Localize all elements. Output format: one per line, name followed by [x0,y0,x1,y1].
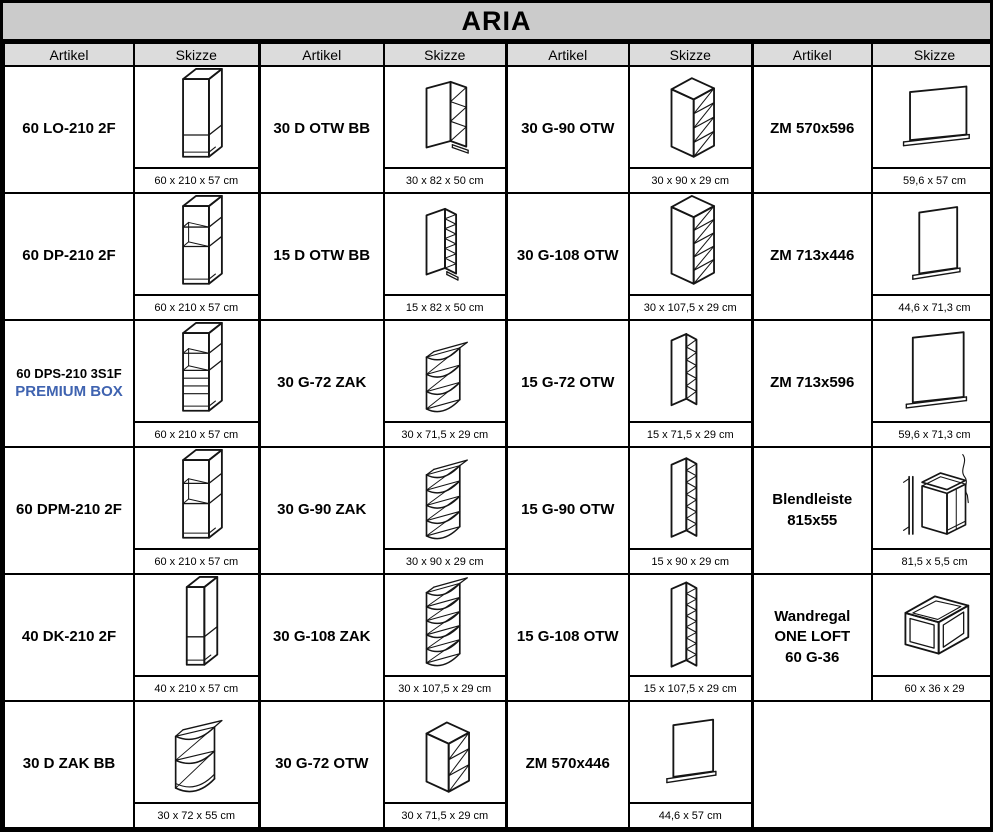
table-row [4,701,993,828]
article-code: ZM 713x446 [770,247,855,265]
article-code: 30 G-90 ZAK [277,501,367,519]
article-cell [259,447,384,574]
article-code: 15 G-90 OTW [521,501,615,519]
dimension-label: 30 x 107,5 x 29 cm [385,675,505,700]
end-panel-tall-wide-sketch [873,321,993,421]
sketch-cell [629,447,752,574]
article-cell [259,574,384,701]
sketch-cell [629,66,752,193]
dimension-label: 44,6 x 57 cm [630,802,751,827]
sketch-cell [872,66,993,193]
column-header-skizze-3: Skizze [384,43,506,66]
tall-cabinet-oven-niche-sketch [135,194,258,294]
column-header-artikel-2: Artikel [259,43,384,66]
article-cell [752,447,872,574]
article-code: ZM 570x446 [525,755,610,773]
catalog-title: ARIA [3,3,990,42]
dimension-label: 15 x 82 x 50 cm [385,294,505,319]
column-header-skizze-7: Skizze [872,43,993,66]
end-panel-square-sketch [873,67,993,167]
article-cell [506,447,629,574]
base-open-shelf-narrow-sketch [385,194,505,294]
article-code: 30 G-108 ZAK [272,628,371,646]
table-row [4,320,993,447]
filler-strip-with-cabinet-sketch [873,448,993,548]
dimension-label: 30 x 90 x 29 cm [630,167,751,192]
article-cell [506,66,629,193]
article-cell [4,447,134,574]
article-cell [506,574,629,701]
end-panel-tall-narrow-sketch [873,194,993,294]
corner-shelf-6-sketch [385,575,505,675]
dimension-label: 59,6 x 71,3 cm [873,421,993,446]
dimension-label: 60 x 36 x 29 [873,675,993,700]
article-code: 815x55 [787,511,838,529]
sketch-cell [872,574,993,701]
wall-open-shelf-4-sketch [630,67,751,167]
sketch-cell [384,701,506,828]
dimension-label: 30 x 72 x 55 cm [135,802,258,827]
dimension-label: 15 x 107,5 x 29 cm [630,675,751,700]
article-cell [4,574,134,701]
loft-wall-shelf-sketch [873,575,993,675]
sketch-cell [872,193,993,320]
product-table [3,42,993,829]
article-code: 40 DK-210 2F [21,628,117,646]
table-row [4,193,993,320]
column-header-skizze-1: Skizze [134,43,259,66]
article-code: Blendleiste [772,491,853,509]
dimension-label: 30 x 82 x 50 cm [385,167,505,192]
article-code: ZM 713x596 [770,374,855,392]
article-cell [259,701,384,828]
dimension-label: 60 x 210 x 57 cm [135,167,258,192]
article-cell [506,320,629,447]
empty-cell [752,701,993,828]
column-header-artikel-0: Artikel [4,43,134,66]
dimension-label: 30 x 71,5 x 29 cm [385,802,505,827]
wall-open-narrow-5-sketch [630,321,751,421]
dimension-label: 30 x 107,5 x 29 cm [630,294,751,319]
column-header-artikel-6: Artikel [752,43,872,66]
article-code: ONE LOFT [774,628,851,646]
article-cell [506,701,629,828]
dimension-label: 60 x 210 x 57 cm [135,294,258,319]
article-code: 60 DPM-210 2F [16,501,122,519]
article-cell [259,193,384,320]
tall-cabinet-microwave-niche-sketch [135,448,258,548]
sketch-cell [629,320,752,447]
dimension-label: 15 x 90 x 29 cm [630,548,751,573]
article-code: ZM 570x596 [770,120,855,138]
sketch-cell [134,193,259,320]
dimension-label: 81,5 x 5,5 cm [873,548,993,573]
sketch-cell [134,447,259,574]
sketch-cell [134,701,259,828]
wall-open-narrow-7-sketch [630,575,751,675]
tall-cabinet-narrow-2-fronts-sketch [135,575,258,675]
sketch-cell [384,574,506,701]
article-code: 15 G-72 OTW [521,374,615,392]
article-code: 30 D OTW BB [273,120,371,138]
sketch-cell [629,701,752,828]
table-header [4,43,993,66]
article-code: 30 G-90 OTW [521,120,615,138]
article-cell [4,193,134,320]
base-open-shelf-wide-sketch [385,67,505,167]
dimension-label: 30 x 71,5 x 29 cm [385,421,505,446]
sketch-cell [384,320,506,447]
sketch-cell [629,574,752,701]
article-code: 15 D OTW BB [273,247,371,265]
article-code: 60 DP-210 2F [22,247,116,265]
sketch-cell [384,447,506,574]
wall-open-narrow-6-sketch [630,448,751,548]
article-code: 15 G-108 OTW [516,628,619,646]
corner-shelf-5-sketch [385,448,505,548]
wall-open-shelf-3-sketch [385,702,505,802]
sketch-cell [629,193,752,320]
article-cell [4,701,134,828]
dimension-label: 30 x 90 x 29 cm [385,548,505,573]
article-cell [4,66,134,193]
end-panel-small-sketch [630,702,751,802]
table-row [4,574,993,701]
article-badge: PREMIUM BOX [15,383,123,401]
sketch-cell [134,320,259,447]
article-code: 30 G-108 OTW [516,247,619,265]
sketch-cell [134,66,259,193]
dimension-label: 60 x 210 x 57 cm [135,421,258,446]
article-code: 30 G-72 OTW [275,755,369,773]
sketch-cell [872,447,993,574]
article-code: 60 DPS-210 3S1F [16,365,122,381]
article-code: 60 LO-210 2F [22,120,116,138]
sketch-cell [384,66,506,193]
dimension-label: 40 x 210 x 57 cm [135,675,258,700]
dimension-label: 59,6 x 57 cm [873,167,993,192]
article-code: Wandregal [774,608,851,626]
article-cell [752,66,872,193]
tall-cabinet-2-fronts-sketch [135,67,258,167]
table-row [4,66,993,193]
dimension-label: 15 x 71,5 x 29 cm [630,421,751,446]
tall-cabinet-drawers-sketch [135,321,258,421]
table-row [4,447,993,574]
article-cell [752,320,872,447]
article-code: 30 D ZAK BB [22,755,116,773]
dimension-label: 44,6 x 71,3 cm [873,294,993,319]
article-cell [506,193,629,320]
sketch-cell [872,320,993,447]
article-cell [259,320,384,447]
column-header-artikel-4: Artikel [506,43,629,66]
article-code: 30 G-72 ZAK [277,374,367,392]
sketch-cell [384,193,506,320]
column-header-skizze-5: Skizze [629,43,752,66]
article-code: 60 G-36 [785,648,840,666]
dimension-label: 60 x 210 x 57 cm [135,548,258,573]
base-corner-shelf-sketch [135,702,258,802]
sketch-cell [134,574,259,701]
wall-open-shelf-5-sketch [630,194,751,294]
corner-shelf-4-sketch [385,321,505,421]
article-cell [752,193,872,320]
article-cell [259,66,384,193]
article-cell [752,574,872,701]
article-cell [4,320,134,447]
